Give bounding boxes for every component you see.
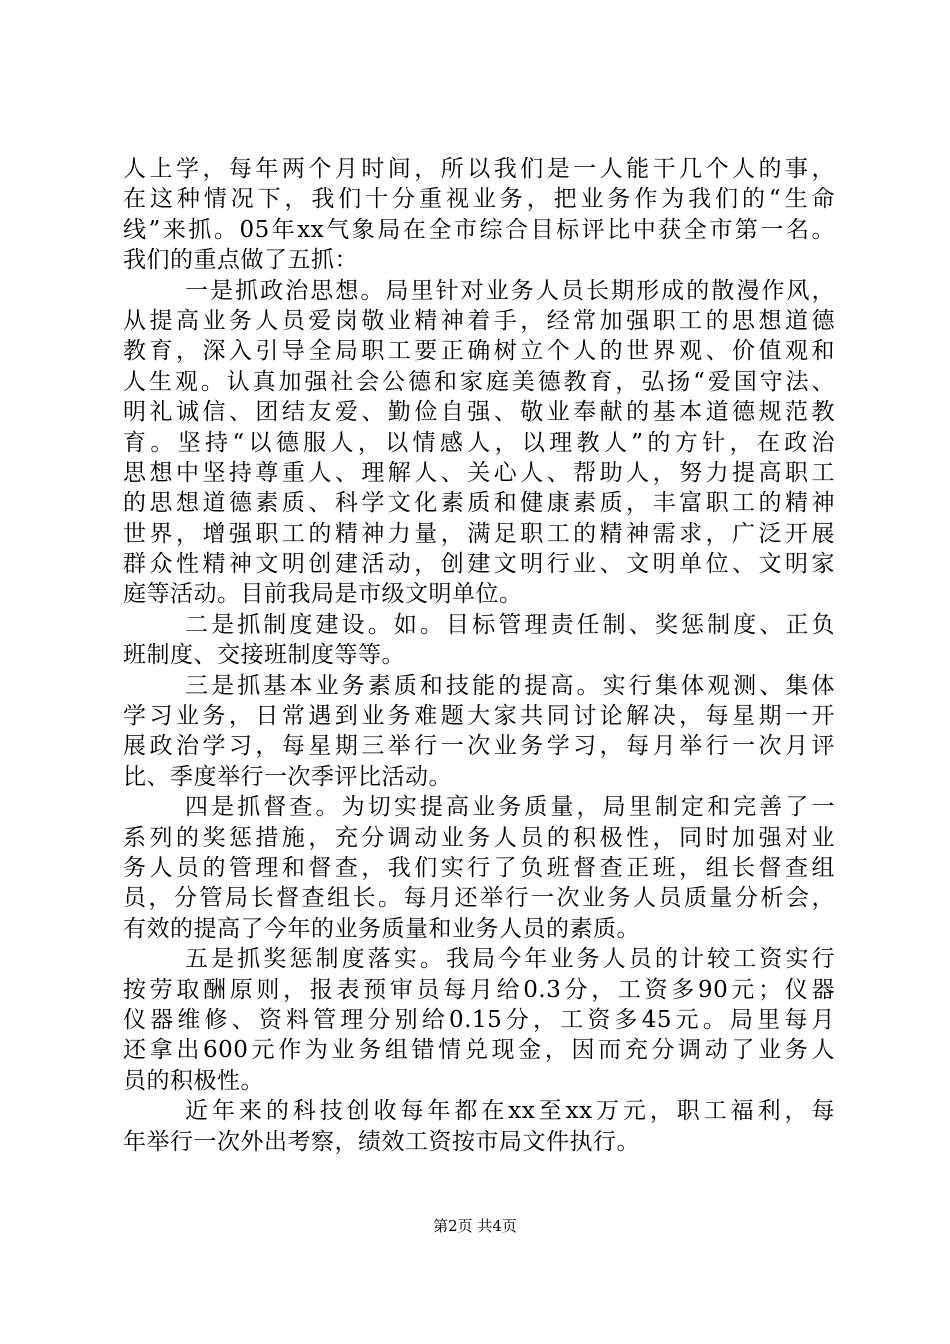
text-line: 年举行一次外出考察，绩效工资按市局文件执行。	[123, 1128, 640, 1155]
text-line: 三是抓基本业务素质和技能的提高。实行集体观测、集体	[185, 672, 835, 699]
text-line: 群众性精神文明创建活动，创建文明行业、文明单位、文明家	[123, 551, 835, 578]
text-line: 比、季度举行一次季评比活动。	[123, 763, 452, 790]
text-line: 还拿出600元作为业务组错情兑现金，因而充分调动了业务人	[123, 1037, 835, 1064]
text-line: 人上学，每年两个月时间，所以我们是一人能干几个人的事，	[123, 156, 835, 182]
text-line: 的思想道德素质、科学文化素质和健康素质，丰富职工的精神	[123, 490, 835, 517]
page-footer: 第2页 共4页	[433, 1217, 517, 1235]
text-line: 有效的提高了今年的业务质量和业务人员的素质。	[123, 915, 640, 942]
text-line: 明礼诚信、团结友爱、勤俭自强、敬业奉献的基本道德规范教	[123, 399, 835, 426]
text-line: 教育，深入引导全局职工要正确树立个人的世界观、价值观和	[123, 338, 835, 365]
text-line: 展政治学习，每星期三举行一次业务学习，每月举行一次月评	[123, 733, 835, 760]
text-line: 系列的奖惩措施，充分调动业务人员的积极性，同时加强对业	[123, 824, 835, 851]
document-body	[123, 154, 835, 1157]
text-line: 学习业务，日常遇到业务难题大家共同讨论解决，每星期一开	[123, 703, 835, 730]
text-line: 班制度、交接班制度等等。	[123, 642, 405, 669]
text-line: 二是抓制度建设。如。目标管理责任制、奖惩制度、正负	[185, 611, 835, 638]
text-line: 人生观。认真加强社会公德和家庭美德教育，弘扬“爱国守法、	[123, 368, 835, 395]
text-line: 按劳取酬原则，报表预审员每月给0.3分，工资多90元；仪器	[123, 976, 835, 1003]
text-line: 线”来抓。05年xx气象局在全市综合目标评比中获全市第一名。	[123, 216, 835, 243]
text-line: 庭等活动。目前我局是市级文明单位。	[123, 581, 523, 608]
text-line: 四是抓督查。为切实提高业务质量，局里制定和完善了一	[185, 794, 835, 821]
text-line: 五是抓奖惩制度落实。我局今年业务人员的计较工资实行	[185, 946, 835, 973]
text-line: 思想中坚持尊重人、理解人、关心人、帮助人，努力提高职工	[123, 459, 835, 486]
text-line: 务人员的管理和督查，我们实行了负班督查正班，组长督查组	[123, 854, 835, 881]
text-line: 育。坚持“以德服人，以情感人，以理教人”的方针，在政治	[123, 429, 835, 456]
text-line: 我们的重点做了五抓：	[123, 247, 358, 274]
text-line: 在这种情况下，我们十分重视业务，把业务作为我们的“生命	[123, 186, 835, 213]
text-line: 从提高业务人员爱岗敬业精神着手，经常加强职工的思想道德	[123, 307, 835, 334]
text-line: 世界，增强职工的精神力量，满足职工的精神需求，广泛开展	[123, 520, 835, 547]
text-line: 员，分管局长督查组长。每月还举行一次业务人员质量分析会，	[123, 885, 835, 912]
text-line: 仪器维修、资料管理分别给0.15分，工资多45元。局里每月	[123, 1006, 835, 1033]
text-line: 员的积极性。	[123, 1067, 264, 1094]
text-line: 近年来的科技创收每年都在xx至xx万元，职工福利，每	[185, 1098, 835, 1125]
text-line: 一是抓政治思想。局里针对业务人员长期形成的散漫作风，	[185, 277, 835, 304]
